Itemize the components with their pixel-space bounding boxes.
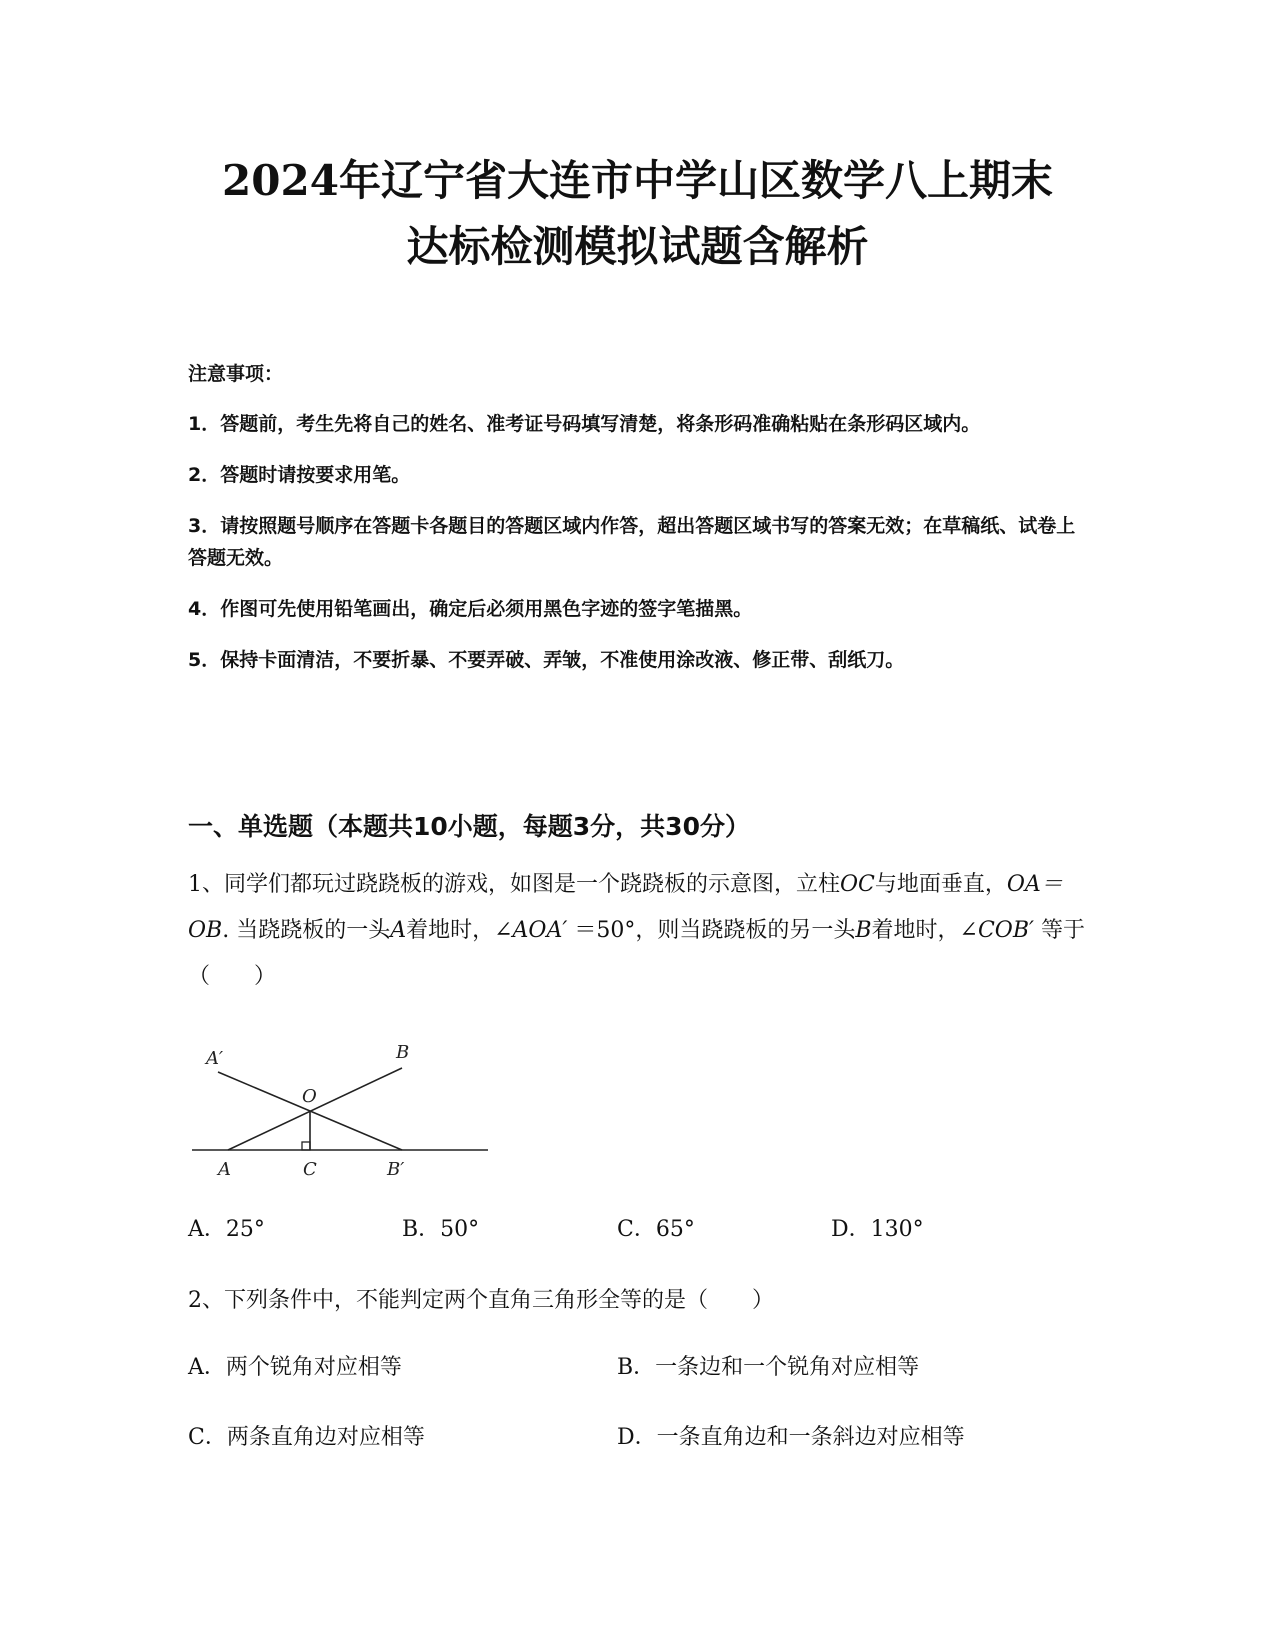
label-c: C bbox=[303, 1159, 317, 1180]
q1-text-3: . 当跷跷板的一头 bbox=[222, 918, 391, 943]
q1-text-4: 着地时，∠ bbox=[406, 918, 513, 943]
q1-text-6: 着地时，∠ bbox=[871, 918, 978, 943]
q2-option-d[interactable]: D．一条直角边和一条斜边对应相等 bbox=[617, 1425, 965, 1450]
notice-section bbox=[188, 358, 1088, 695]
q1-text-7: 等于（ ） bbox=[188, 918, 1085, 989]
title-line-1: 2024年辽宁省大连市中学山区数学八上期末 bbox=[222, 156, 1053, 205]
label-a: A bbox=[218, 1159, 231, 1180]
q1-point-b: B bbox=[855, 918, 872, 943]
q1-point-a: A bbox=[390, 918, 407, 943]
q2-option-a[interactable]: A．两个锐角对应相等 bbox=[188, 1355, 402, 1380]
question-1-stem bbox=[188, 862, 1088, 1000]
q1-text-1: 1、同学们都玩过跷跷板的游戏，如图是一个跷跷板的示意图，立柱 bbox=[188, 872, 840, 897]
notice-item-5: 5．保持卡面清洁，不要折暴、不要弄破、弄皱，不准使用涂改液、修正带、刮纸刀。 bbox=[188, 649, 905, 671]
label-b: B bbox=[396, 1042, 410, 1063]
q1-text-5: ＝50°，则当跷跷板的另一头 bbox=[567, 918, 856, 943]
seesaw-figure bbox=[190, 1040, 490, 1185]
notice-item-3: 3．请按照题号顺序在答题卡各题目的答题区域内作答，超出答题区域书写的答案无效；在草稿纸、试卷上答题无效。 bbox=[188, 515, 1076, 569]
notice-heading: 注意事项： bbox=[188, 363, 284, 385]
q2-option-b[interactable]: B．一条边和一个锐角对应相等 bbox=[617, 1355, 920, 1380]
seesaw-board-a-to-b bbox=[228, 1068, 402, 1150]
right-angle-mark bbox=[302, 1142, 310, 1150]
q1-option-b[interactable]: B．50° bbox=[402, 1217, 480, 1242]
q1-option-c[interactable]: C．65° bbox=[617, 1217, 695, 1242]
q1-option-d[interactable]: D．130° bbox=[831, 1217, 924, 1242]
q2-option-c[interactable]: C．两条直角边对应相等 bbox=[188, 1425, 425, 1450]
q1-equation-oa-ob: OA＝OB bbox=[188, 872, 1063, 943]
q1-option-a[interactable]: A．25° bbox=[188, 1217, 265, 1242]
q1-text-2: 与地面垂直， bbox=[874, 872, 1007, 897]
section-heading-single-choice: 一、单选题（本题共10小题，每题3分，共30分） bbox=[188, 812, 750, 841]
label-b-prime: B′ bbox=[387, 1159, 405, 1180]
label-o: O bbox=[302, 1086, 317, 1107]
notice-item-1: 1．答题前，考生先将自己的姓名、准考证号码填写清楚，将条形码准确粘贴在条形码区域内。 bbox=[188, 413, 981, 435]
title-line-2: 达标检测模拟试题含解析 bbox=[406, 222, 869, 271]
question-2-stem: 2、下列条件中，不能判定两个直角三角形全等的是（ ） bbox=[188, 1288, 774, 1313]
notice-item-2: 2．答题时请按要求用笔。 bbox=[188, 464, 411, 486]
q1-angle-cob: COB′ bbox=[977, 918, 1034, 943]
page-title bbox=[0, 148, 1275, 280]
notice-item-4: 4．作图可先使用铅笔画出，确定后必须用黑色字迹的签字笔描黑。 bbox=[188, 598, 753, 620]
q1-angle-aoa: AOA′ bbox=[512, 918, 568, 943]
label-a-prime: A′ bbox=[206, 1048, 224, 1069]
q1-segment-oc: OC bbox=[840, 872, 875, 897]
